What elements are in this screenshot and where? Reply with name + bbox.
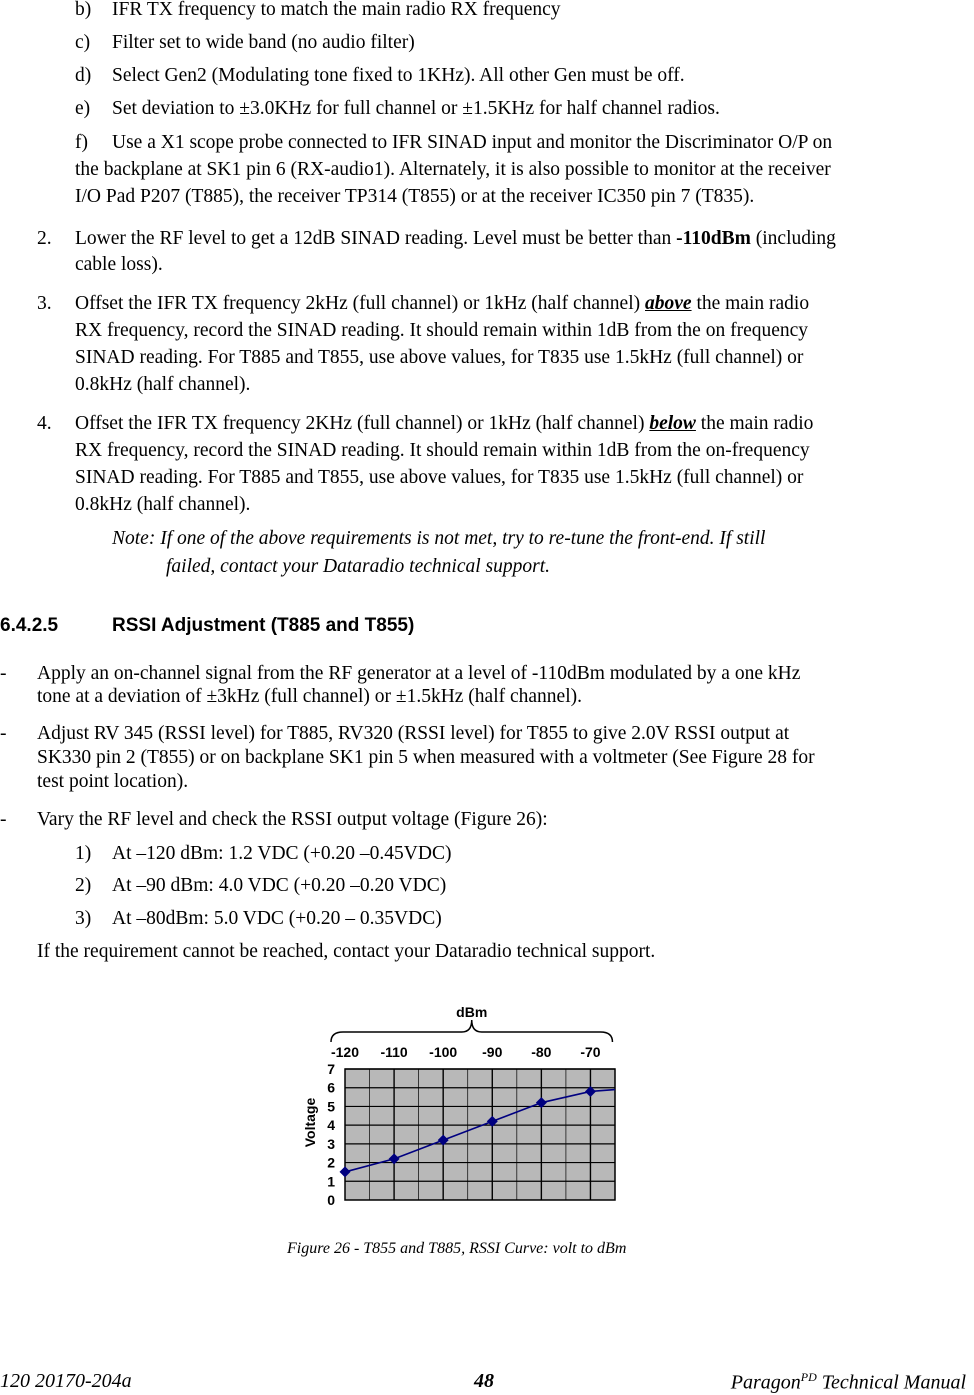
step-2-line1 [75, 227, 836, 251]
check-1-num: 1) [75, 843, 92, 864]
bullet-1-line2: tone at a deviation of ±3kHz (full channel) or ±1.5kHz (half channel). [37, 686, 582, 707]
step-3-line1 [75, 292, 809, 316]
footer-page-number: 48 [474, 1370, 494, 1392]
y-tick-label: 1 [327, 1173, 335, 1190]
check-1-text: At –120 dBm: 1.2 VDC (+0.20 –0.45VDC) [112, 843, 452, 864]
step-f-line2: the backplane at SK1 pin 6 (RX-audio1). Alternately, it is also possible to monitor at the receiver [75, 159, 831, 180]
step-2-post: (including [750, 228, 836, 249]
x-tick-label: -90 [482, 1044, 503, 1060]
footer-product: Paragon [730, 1371, 801, 1394]
step-b-text: IFR TX frequency to match the main radio RX frequency [112, 0, 561, 20]
x-axis-brace [331, 1020, 612, 1042]
x-tick-label: -110 [380, 1044, 408, 1060]
bullet-3-line1: Vary the RF level and check the RSSI output voltage (Figure 26): [37, 809, 548, 830]
step-d-num: d) [75, 65, 92, 86]
step-2-line2: cable loss). [75, 254, 163, 275]
step-3-post: the main radio [691, 293, 810, 314]
step-b-num: b) [75, 0, 92, 20]
step-4-post: the main radio [695, 413, 814, 434]
y-tick-label: 2 [327, 1154, 335, 1171]
note-line2: failed, contact your Dataradio technical support. [166, 556, 550, 577]
step-3-pre: Offset the IFR TX frequency 2kHz (full channel) or 1kHz (half channel) [75, 293, 645, 314]
y-axis-label: Voltage [302, 1097, 318, 1148]
x-tick-label: -70 [580, 1044, 601, 1060]
closing-text: If the requirement cannot be reached, contact your Dataradio technical support. [37, 941, 656, 962]
step-3-line4: 0.8kHz (half channel). [75, 374, 251, 395]
bullet-1-line1: Apply an on-channel signal from the RF generator at a level of -110dBm modulated by a one kHz [37, 663, 801, 684]
y-tick-label: 3 [327, 1135, 335, 1152]
y-tick-label: 5 [327, 1098, 335, 1115]
step-2-bold: -110dBm [676, 228, 751, 249]
figure-caption: Figure 26 - T855 and T885, RSSI Curve: volt to dBm [287, 1240, 627, 1257]
step-c-num: c) [75, 32, 91, 53]
step-3-line3: SINAD reading. For T885 and T855, use above values, for T835 use 1.5kHz (full channel) or [75, 347, 804, 368]
step-4-pre: Offset the IFR TX frequency 2KHz (full channel) or 1kHz (half channel) [75, 413, 650, 434]
section-title: RSSI Adjustment (T885 and T855) [112, 615, 415, 636]
check-3-num: 3) [75, 908, 92, 929]
x-tick-label: -100 [429, 1044, 458, 1060]
check-2-num: 2) [75, 875, 92, 896]
footer-suffix: Technical Manual [816, 1371, 966, 1394]
y-tick-label: 4 [327, 1117, 335, 1134]
step-4-num: 4. [37, 413, 52, 434]
footer-product-sup: PD [800, 1370, 817, 1384]
step-f-line3: I/O Pad P207 (T885), the receiver TP314 (T855) or at the receiver IC350 pin 7 (T835). [75, 186, 755, 207]
step-2-pre: Lower the RF level to get a 12dB SINAD reading. Level must be better than [75, 228, 677, 249]
y-tick-label: 6 [327, 1079, 335, 1096]
step-f-line1: Use a X1 scope probe connected to IFR SINAD input and monitor the Discriminator O/P on [112, 132, 833, 153]
step-4-line3: SINAD reading. For T885 and T855, use above values, for T835 use 1.5kHz (full channel) or [75, 467, 804, 488]
bullet-2-line3: test point location). [37, 771, 189, 792]
step-3-emph: above [645, 293, 692, 314]
step-4-line1 [75, 412, 813, 436]
check-2-text: At –90 dBm: 4.0 VDC (+0.20 –0.20 VDC) [112, 875, 447, 896]
step-3-num: 3. [37, 293, 52, 314]
step-2-num: 2. [37, 228, 52, 249]
step-c-text: Filter set to wide band (no audio filter) [112, 32, 415, 53]
step-b [75, 0, 91, 22]
step-4-line4: 0.8kHz (half channel). [75, 494, 251, 515]
bullet-2-line2: SK330 pin 2 (T855) or on backplane SK1 pin 5 when measured with a voltmeter (See Figure 28 for [37, 747, 815, 768]
rssi-chart [295, 1000, 625, 1225]
step-4-line2: RX frequency, record the SINAD reading. It should remain within 1dB from the on-frequency [75, 440, 810, 461]
y-tick-label: 7 [327, 1061, 335, 1077]
footer-manual-title [731, 1370, 966, 1395]
plot-area [345, 1069, 615, 1200]
bullet-dash-2: - [0, 723, 7, 744]
note-line1: Note: If one of the above requirements is not met, try to re-tune the front-end. If still [112, 528, 766, 549]
footer-doc-number: 120 20170-204a [0, 1370, 132, 1392]
step-4-emph: below [649, 413, 696, 434]
step-e-num: e) [75, 98, 91, 119]
chart-title: dBm [456, 1004, 488, 1020]
bullet-dash-1: - [0, 663, 7, 684]
bullet-dash-3: - [0, 809, 7, 830]
section-number: 6.4.2.5 [0, 615, 59, 636]
check-3-text: At –80dBm: 5.0 VDC (+0.20 – 0.35VDC) [112, 908, 442, 929]
bullet-2-line1: Adjust RV 345 (RSSI level) for T885, RV320 (RSSI level) for T855 to give 2.0V RSSI output at [37, 723, 790, 744]
step-3-line2: RX frequency, record the SINAD reading. It should remain within 1dB from the on frequency [75, 320, 809, 341]
y-tick-label: 0 [327, 1192, 335, 1208]
x-tick-label: -120 [330, 1044, 360, 1060]
step-e-text: Set deviation to ±3.0KHz for full channel or ±1.5KHz for half channel radios. [112, 98, 720, 119]
x-tick-label: -80 [531, 1044, 552, 1060]
step-f-num: f) [75, 132, 88, 153]
step-d-text: Select Gen2 (Modulating tone fixed to 1KHz). All other Gen must be off. [112, 65, 685, 86]
